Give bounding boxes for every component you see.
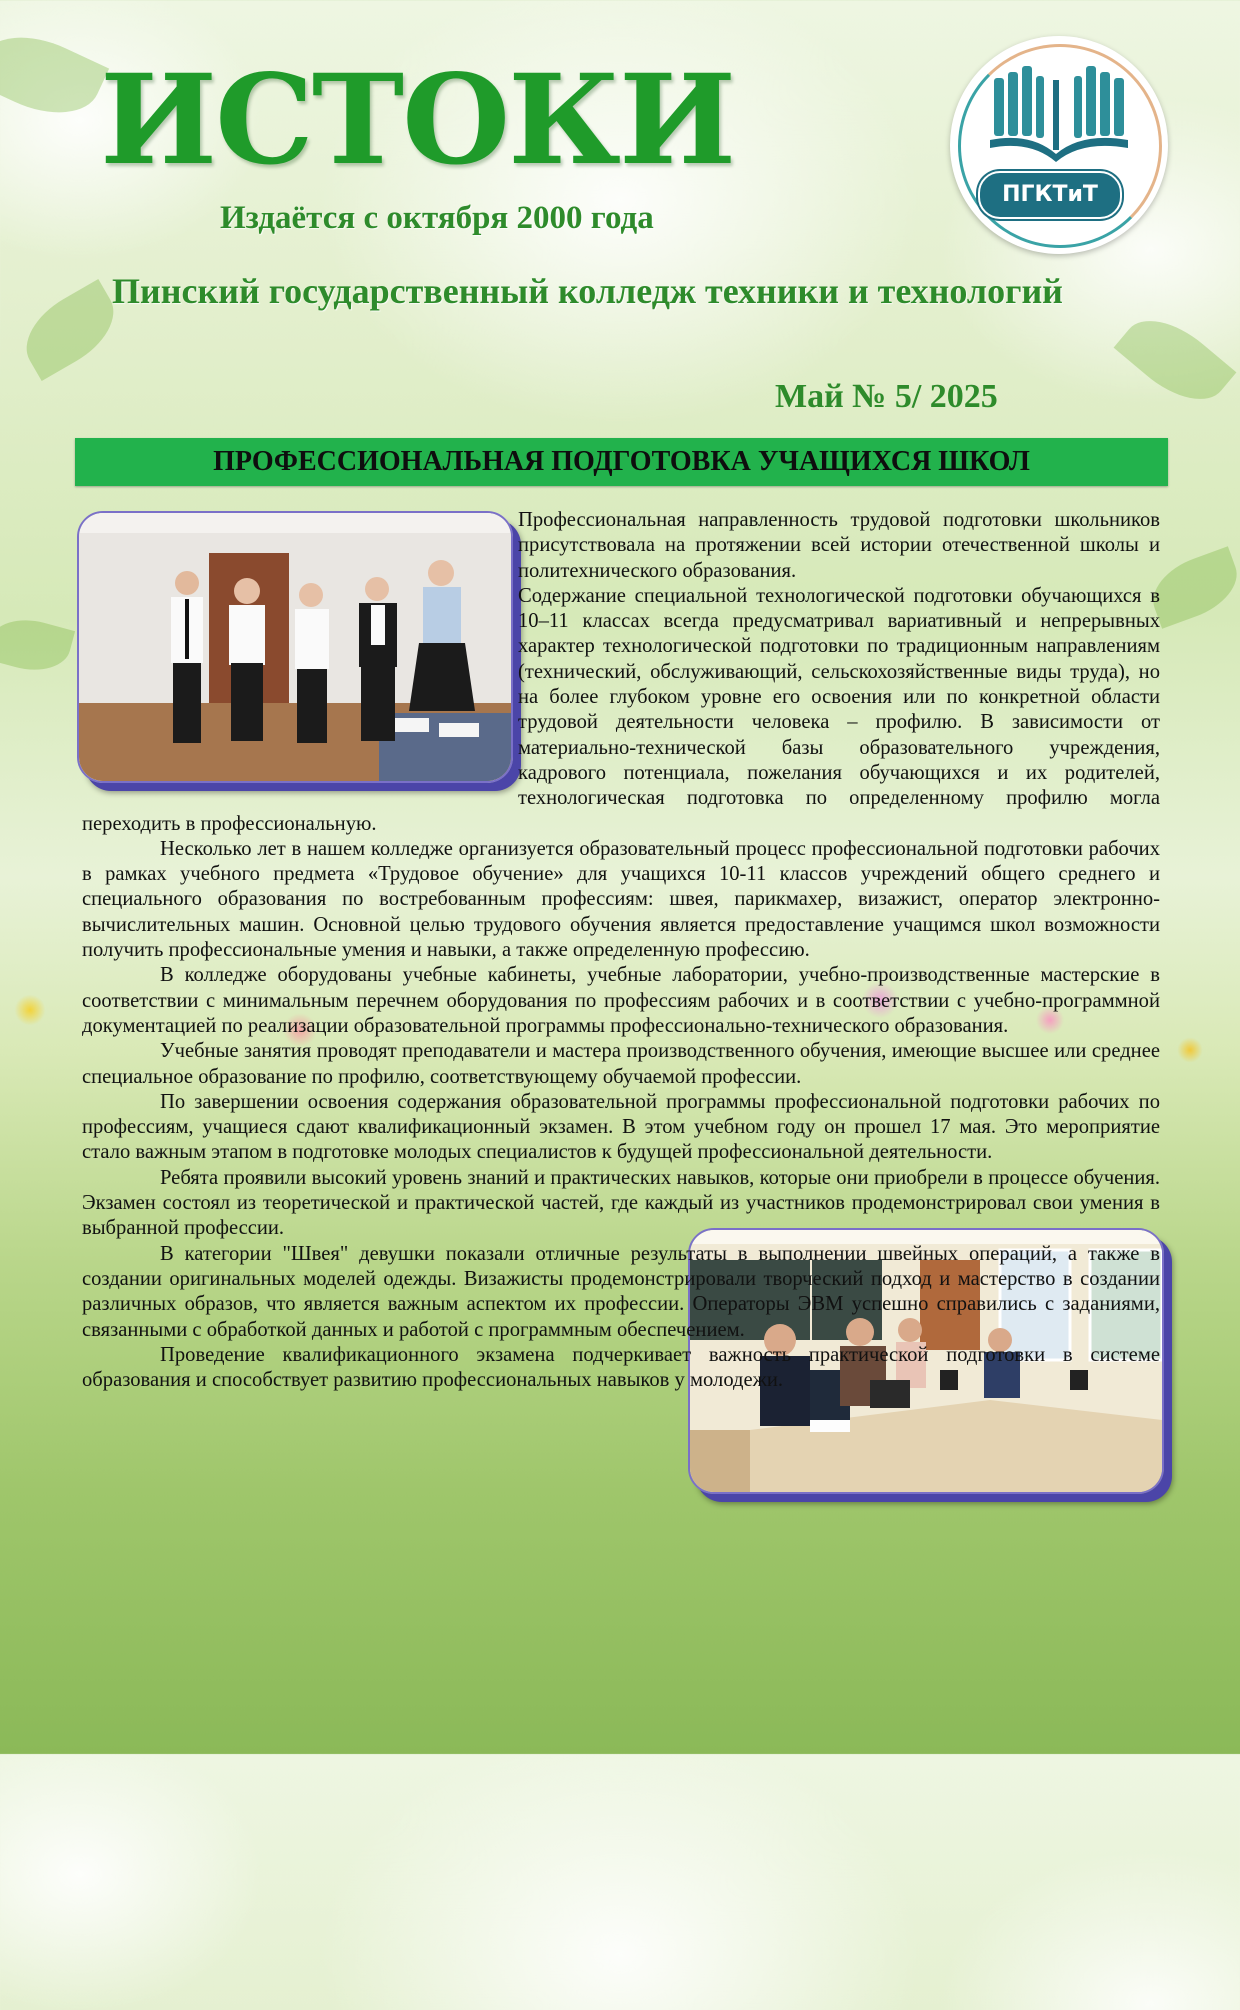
book-icon — [950, 36, 1168, 254]
article-heading: ПРОФЕССИОНАЛЬНАЯ ПОДГОТОВКА УЧАЩИХСЯ ШКОЛ — [75, 438, 1168, 486]
logo-badge: ПГКТиТ — [978, 171, 1122, 219]
newspaper-title: ИСТОКИ — [100, 48, 735, 193]
article-body — [82, 508, 1160, 2010]
foliage-decoration — [12, 279, 129, 381]
article-paragraph: В категории "Швея" девушки показали отличные результаты в выполнении швейных операций, а также в создании оригинальных моделей одежды. Визажисты продемонстрировали творческий подход и мастерство в создании различных образов, что является важным аспектом их профессии. Операторы ЭВМ успешно справились с заданиями, связанными с обработкой данных и работой с программным обеспечением. — [82, 1242, 1160, 1341]
article-paragraph: Содержание специальной технологической подготовки обучающихся в 10–11 классах всегда предусматривал вариативный и непрерывных характер технологической подготовки по традиционным направлениям (технический, обслуживающий, сельскохозяйственные виды труда), но на более глубоком уровне его освоения или по конкретной области трудовой деятельности человека – профилю. В зависимости от материально-технической базы образовательного учреждения, кадрового потенциала, пожелания обучающихся и их родителей, технологическая подготовка по определенному профилю могла переходить в профессиональную. — [82, 584, 1160, 835]
article-paragraph: Учебные занятия проводят преподаватели и мастера производственного обучения, имеющие высшее или среднее специальное образование по профилю, соответствующему обучаемой профессии. — [82, 1040, 1160, 1088]
foliage-decoration — [0, 18, 109, 132]
photo-wrap-spacer — [676, 1718, 1168, 2010]
article-paragraph: Профессиональная направленность трудовой подготовки школьников присутствовала на протяжении всей истории отечественной школы и политехнического образования. — [518, 509, 1160, 582]
article-paragraph: Проведение квалификационного экзамена подчеркивает важность практической подготовки в системе образования и способствует развитию профессиональных навыков у молодежи. — [82, 1343, 1160, 1392]
publication-since: Издаётся с октября 2000 года — [220, 200, 654, 236]
photo-wrap-spacer — [70, 508, 518, 798]
college-name: Пинский государственный колледж техники и технологий — [112, 271, 1063, 311]
foliage-decoration — [0, 610, 75, 679]
foliage-decoration — [1114, 302, 1237, 419]
college-logo — [950, 36, 1168, 254]
article-paragraph: По завершении освоения содержания образовательной программы профессиональной подготовки рабочих по профессиям, учащиеся сдают квалификационный экзамен. В этом учебном году он прошел 17 мая. Это мероприятие стало важным этапом в подготовке молодых специалистов к будущей профессиональной деятельности. — [82, 1090, 1160, 1164]
article-paragraph: Ребята проявили высокий уровень знаний и практических навыков, которые они приобрели в процессе обучения. Экзамен состоял из теоретической и практической частей, где каждый из участников продемонстрировал свои умения в выбранной профессии. — [82, 1166, 1160, 1240]
article-paragraph: В колледже оборудованы учебные кабинеты, учебные лаборатории, учебно-производственные мастерские в соответствии с минимальным перечнем оборудования по профессиям рабочих и в соответствии с учебно-программной документацией по реализации образовательной программы профессионально-технического образования. — [82, 964, 1160, 1037]
article-paragraph: Несколько лет в нашем колледже организуется образовательный процесс профессиональной подготовки рабочих в рамках учебного предмета «Трудовое обучение» для учащихся 10-11 классов учреждений общего среднего и специального образования по востребованным профессиям: швея, парикмахер, визажист, оператор электронно-вычислительных машин. Основной целью трудового обучения является предоставление учащимся школ возможности получить профессиональные умения и навыки, а также определенную профессию. — [82, 837, 1160, 962]
issue-number: Май № 5/ 2025 — [775, 378, 998, 415]
